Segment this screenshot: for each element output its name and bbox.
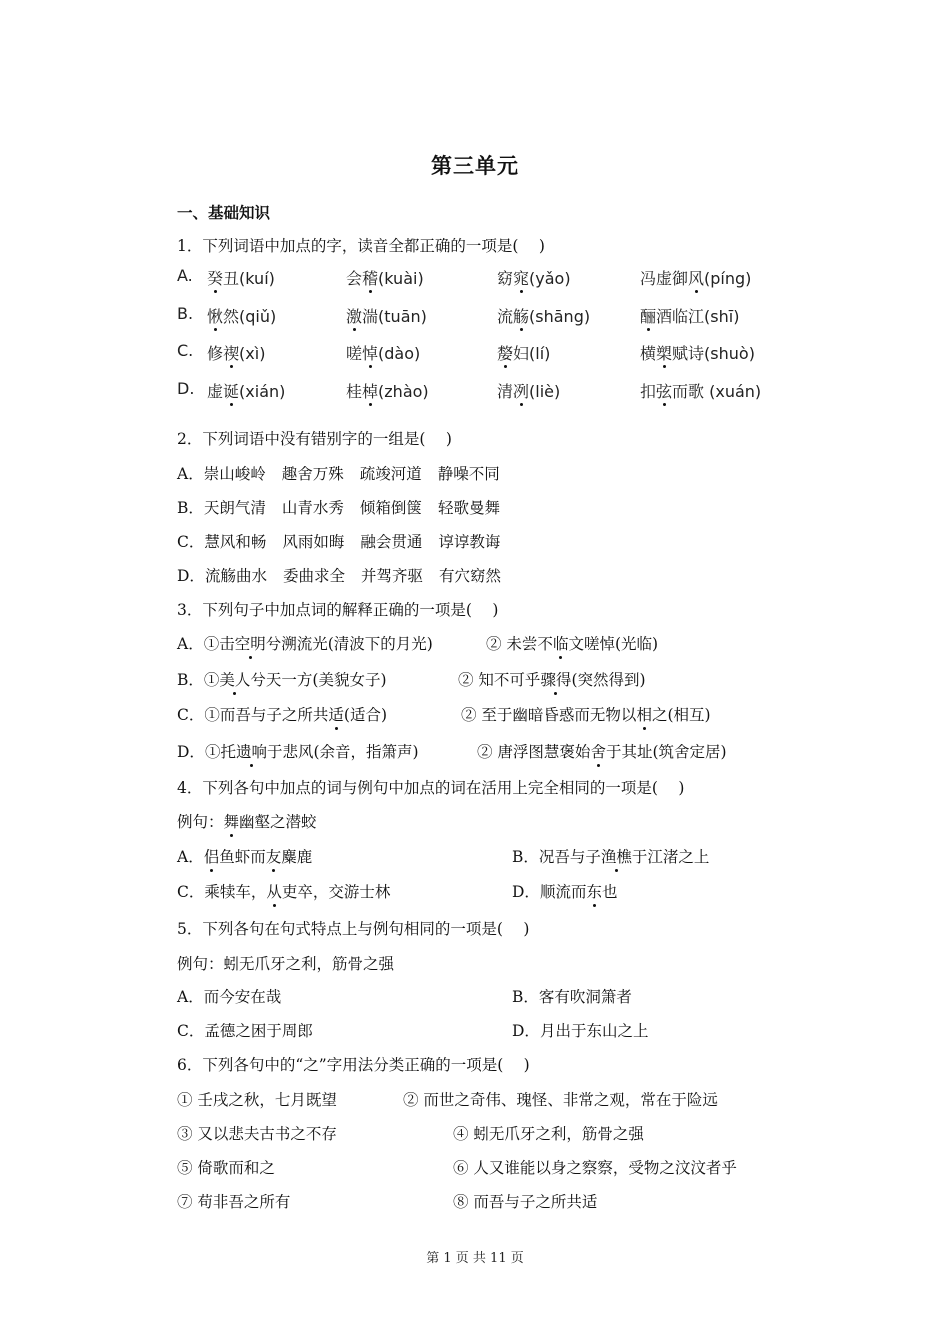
text-part: 鱼虾而 — [219, 848, 266, 866]
text-part: ①击 — [203, 635, 235, 653]
option-label: A． — [177, 988, 204, 1006]
option-text: 孟德之困于周郎 — [204, 1022, 313, 1040]
dotted-char: 激 — [346, 304, 362, 327]
question-6-stem: 6．下列各句中的“之”字用法分类正确的一项是( ) — [177, 1056, 530, 1074]
text-part: ② 知不可乎 — [458, 671, 541, 689]
option-label: C． — [177, 706, 205, 724]
word-part: 修 — [207, 344, 224, 363]
pinyin-item — [346, 379, 429, 402]
option-word: 趣舍万殊 — [281, 465, 344, 483]
option-subitem — [458, 669, 646, 691]
option-row — [177, 497, 500, 519]
option-word: 天朗气清 — [203, 499, 266, 517]
dotted-word: 美人 — [219, 671, 251, 689]
option-label: C. — [177, 341, 194, 360]
dotted-char: 冽 — [513, 379, 529, 402]
option-word: 融会贯通 — [360, 533, 423, 551]
dotted-word: 骤得 — [540, 671, 572, 689]
text-part: (突然得到) — [571, 671, 646, 689]
option-row — [177, 531, 500, 553]
option-word: 并驾齐驱 — [360, 567, 423, 585]
pinyin-reading: (yǎo) — [529, 269, 571, 288]
pinyin-reading: (xì) — [239, 344, 266, 363]
option-label: C． — [177, 533, 205, 551]
text-part: ①托 — [204, 743, 236, 761]
option-label: D. — [177, 379, 195, 398]
option-row — [512, 881, 617, 903]
dotted-word: 适 — [328, 706, 344, 724]
question-5-stem: 5．下列各句在句式特点上与例句相同的一项是( ) — [177, 920, 530, 938]
option-row — [177, 741, 419, 763]
pinyin-item — [497, 379, 560, 402]
pinyin-reading: (xuán) — [704, 382, 762, 401]
dotted-word: 从 — [266, 883, 282, 901]
word-part: 湍 — [362, 307, 379, 326]
option-subitem — [461, 704, 711, 726]
word-part: 妇 — [513, 344, 530, 363]
pinyin-item — [346, 304, 427, 327]
pinyin-reading: (dào) — [378, 344, 421, 363]
dotted-char: 酾 — [640, 304, 656, 327]
dotted-char: 窕 — [513, 266, 529, 289]
pinyin-reading: (kuí) — [239, 269, 275, 288]
text-part: 况吾与子 — [538, 848, 601, 866]
option-subitem — [486, 633, 658, 655]
dotted-word: 相 — [636, 706, 652, 724]
pinyin-reading: (qiǔ) — [239, 307, 277, 326]
word-part: 酒临江 — [656, 307, 705, 326]
pinyin-reading: (kuài) — [378, 269, 424, 288]
text-part: 也 — [601, 883, 618, 901]
text-part: 麋鹿 — [281, 848, 313, 866]
word-part: 丑 — [223, 269, 240, 288]
option-text: 客有吹洞箫者 — [538, 988, 632, 1006]
option-row — [177, 986, 281, 1008]
option-label: A． — [177, 465, 204, 483]
word-part: 而歌 — [672, 382, 705, 401]
numbered-sentence: ① 壬戌之秋，七月既望 — [177, 1091, 337, 1109]
section-heading: 一、基础知识 — [177, 203, 271, 222]
word-part: 赋诗 — [672, 344, 705, 363]
option-label: C． — [177, 883, 205, 901]
text-part: ② 唐浮图慧褒始 — [477, 743, 591, 761]
word-part: 会 — [346, 269, 363, 288]
option-row — [177, 881, 390, 903]
option-word: 谆谆教诲 — [438, 533, 501, 551]
pinyin-reading: (shuò) — [704, 344, 755, 363]
question-4-example — [177, 811, 317, 833]
option-row — [177, 846, 312, 868]
dotted-word: 渔樵 — [600, 848, 632, 866]
option-row — [177, 565, 501, 587]
pinyin-reading: (shāng) — [529, 307, 591, 326]
pinyin-item — [640, 379, 761, 402]
text-part: 顺流而 — [539, 883, 587, 901]
dotted-char: 悼 — [362, 341, 378, 364]
pinyin-reading: (shī) — [704, 307, 740, 326]
option-label: A． — [177, 635, 204, 653]
word-part: 桂 — [346, 382, 363, 401]
option-word: 风雨如晦 — [282, 533, 345, 551]
option-label: B． — [177, 671, 204, 689]
dotted-word: 临 — [552, 635, 569, 653]
text-part: 兮天一方(美貌女子) — [250, 671, 387, 689]
word-part: 虚 — [207, 382, 224, 401]
text-part: 于悲风(余音，指箫声) — [266, 743, 419, 761]
page-footer: 第 1 页 共 11 页 — [426, 1251, 524, 1266]
question-3-stem: 3．下列句子中加点词的解释正确的一项是( ) — [177, 601, 499, 619]
dotted-word: 侣 — [203, 848, 220, 866]
word-part: 清 — [497, 382, 514, 401]
pinyin-item — [207, 379, 285, 402]
dotted-char: 诞 — [223, 379, 239, 402]
text-part: 于江渚之上 — [631, 848, 710, 866]
option-row — [177, 633, 433, 655]
option-label: A. — [177, 266, 193, 285]
pinyin-reading: (zhào) — [378, 382, 429, 401]
option-text: 而今安在哉 — [203, 988, 282, 1006]
word-part: 扣 — [640, 382, 657, 401]
dotted-char: 槊 — [656, 341, 672, 364]
option-word: 流觞曲水 — [204, 567, 267, 585]
pinyin-item — [497, 341, 550, 364]
word-part: 嗟 — [346, 344, 363, 363]
word-part: 横 — [640, 344, 657, 363]
option-label: D． — [512, 1022, 540, 1040]
dotted-char: 嫠 — [497, 341, 513, 364]
option-word: 疏竣河道 — [359, 465, 422, 483]
dotted-char: 觞 — [513, 304, 529, 327]
option-row — [177, 669, 387, 691]
question-4-stem: 4．下列各句中加点的词与例句中加点的词在活用上完全相同的一项是( ) — [177, 779, 685, 797]
option-word: 山青水秀 — [281, 499, 344, 517]
text-part: ② 至于幽暗昏惑而无物以 — [461, 706, 637, 724]
option-row — [177, 1020, 313, 1042]
dotted-word: 舍 — [590, 743, 606, 761]
option-subitem — [477, 741, 727, 763]
dotted-char: 棹 — [362, 379, 378, 402]
dotted-word: 遗响 — [235, 743, 267, 761]
dotted-char: 稽 — [362, 266, 378, 289]
text-part: ① — [203, 671, 220, 689]
pinyin-item — [640, 304, 739, 327]
question-5-example: 例句：蚓无爪牙之利，筋骨之强 — [177, 955, 395, 973]
option-label: D． — [177, 567, 205, 585]
numbered-sentence: ③ 又以悲夫古书之不存 — [177, 1125, 337, 1143]
text-part: ② 未尝不 — [486, 635, 553, 653]
pinyin-item — [497, 266, 571, 289]
option-word: 轻歌曼舞 — [437, 499, 500, 517]
option-word: 静噪不同 — [437, 465, 500, 483]
pinyin-reading: (lí) — [529, 344, 551, 363]
pinyin-item — [497, 304, 590, 327]
option-word: 倾箱倒箧 — [359, 499, 422, 517]
numbered-sentence: ⑥ 人又谁能以身之察察，受物之汶汶者乎 — [453, 1159, 737, 1177]
option-label: A． — [177, 848, 204, 866]
word-part: 然 — [223, 307, 240, 326]
option-row — [177, 704, 387, 726]
option-label: B. — [177, 304, 194, 323]
question-2-stem: 2．下列词语中没有错别字的一组是( ) — [177, 430, 452, 448]
unit-title: 第三单元 — [431, 153, 519, 178]
option-label: B． — [177, 499, 204, 517]
text-part: 乘犊车， — [204, 883, 267, 901]
option-label: B． — [512, 988, 539, 1006]
text-part: 之(相互) — [651, 706, 711, 724]
option-label: D． — [177, 743, 205, 761]
numbered-sentence: ⑤ 倚歌而和之 — [177, 1159, 275, 1177]
text-part: (适合) — [343, 706, 388, 724]
option-label: B． — [512, 848, 539, 866]
numbered-sentence: ④ 蚓无爪牙之利，筋骨之强 — [453, 1125, 644, 1143]
dotted-word: 友 — [265, 848, 282, 866]
numbered-sentence: ⑧ 而吾与子之所共适 — [453, 1193, 598, 1211]
pinyin-item — [207, 341, 265, 364]
example-dotted-word: 舞 — [223, 813, 240, 831]
numbered-sentence: ② 而世之奇伟、瑰怪、非常之观，常在于险远 — [403, 1091, 718, 1109]
example-prefix: 例句： — [177, 813, 224, 831]
example-suffix: 幽壑之潜蛟 — [239, 813, 317, 831]
dotted-char: 禊 — [223, 341, 239, 364]
text-part: ①而吾与子之所共 — [204, 706, 329, 724]
text-part: 文嗟悼(光临) — [568, 635, 659, 653]
word-part: 窈 — [497, 269, 514, 288]
option-text: 月出于东山之上 — [539, 1022, 649, 1040]
pinyin-item — [346, 266, 424, 289]
word-part: 流 — [497, 307, 514, 326]
pinyin-item — [207, 304, 276, 327]
text-part: 吏卒，交游士林 — [281, 883, 391, 901]
option-row — [512, 1020, 648, 1042]
dotted-char: 风 — [688, 266, 704, 289]
option-word: 有穴窈然 — [438, 567, 501, 585]
dotted-char: 愀 — [207, 304, 223, 327]
option-label: D． — [512, 883, 540, 901]
dotted-char: 弦 — [656, 379, 672, 402]
pinyin-item — [207, 266, 275, 289]
text-part: 于其址(筑舍定居) — [605, 743, 727, 761]
pinyin-reading: (píng) — [704, 269, 752, 288]
option-word: 委曲求全 — [282, 567, 345, 585]
option-row — [512, 846, 709, 868]
pinyin-item — [640, 266, 751, 289]
dotted-word: 东 — [586, 883, 602, 901]
option-word: 慧风和畅 — [204, 533, 267, 551]
pinyin-reading: (tuān) — [378, 307, 427, 326]
pinyin-reading: (liè) — [529, 382, 561, 401]
option-label: C． — [177, 1022, 205, 1040]
option-row — [177, 463, 500, 485]
option-row — [512, 986, 632, 1008]
pinyin-reading: (xián) — [239, 382, 286, 401]
option-word: 崇山峻岭 — [203, 465, 266, 483]
pinyin-item — [346, 341, 420, 364]
numbered-sentence: ⑦ 苟非吾之所有 — [177, 1193, 291, 1211]
dotted-char: 癸 — [207, 266, 223, 289]
question-1-stem: 1．下列词语中加点的字，读音全都正确的一项是( ) — [177, 237, 545, 255]
pinyin-item — [640, 341, 755, 364]
text-part: 兮溯流光(清波下的月光) — [265, 635, 433, 653]
word-part: 冯虚御 — [640, 269, 689, 288]
dotted-word: 空明 — [234, 635, 266, 653]
